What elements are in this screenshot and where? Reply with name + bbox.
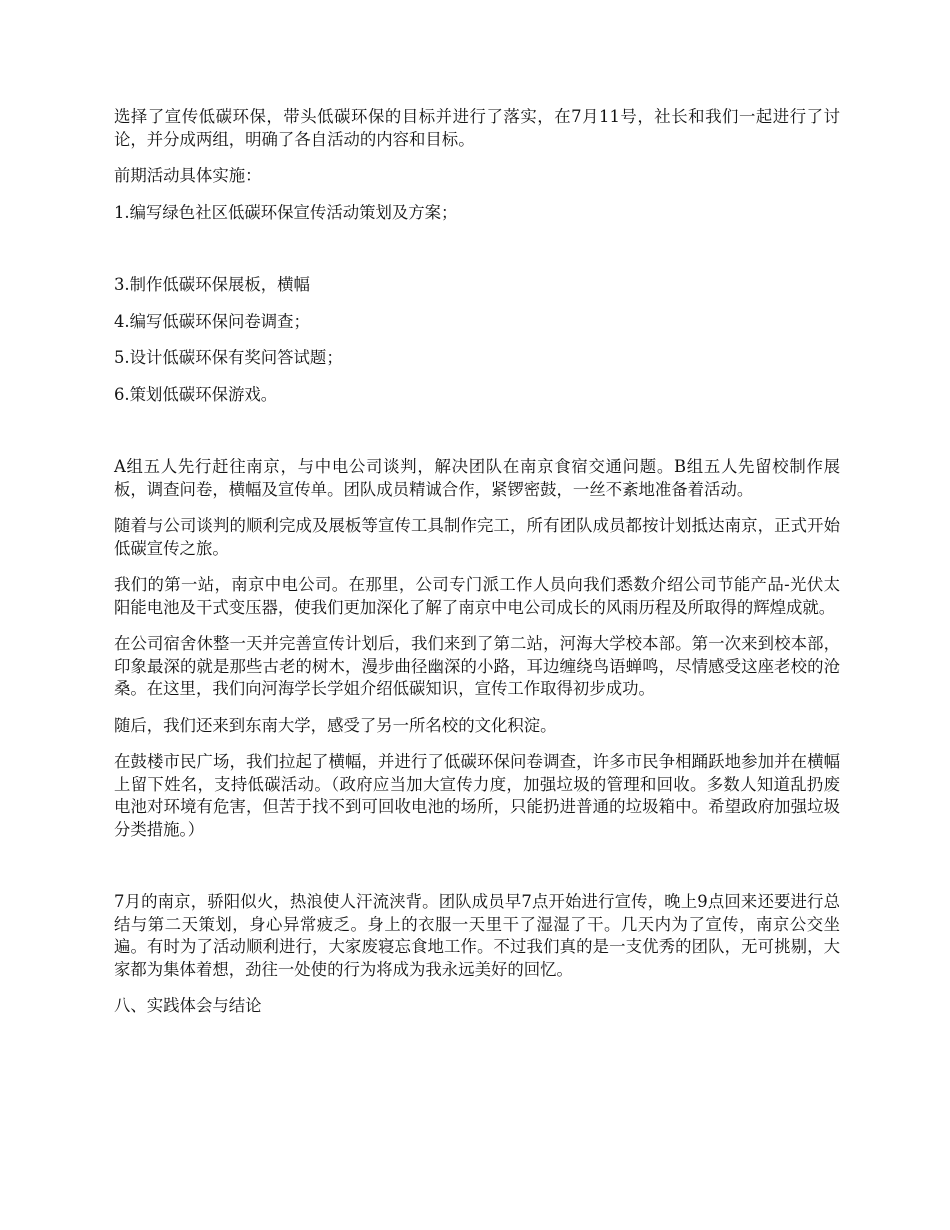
section-heading-conclusion: 八、实践体会与结论	[114, 996, 262, 1015]
paragraph-july-nanjing: 7月的南京，骄阳似火，热浪使人汗流浃背。团队成员早7点开始进行宣传，晚上9点回来还要进行总结与第二天策划，身心异常疲乏。身上的衣服一天里干了湿湿了干。几天内为了宣传，南京公交坐遍。有时为了活动顺利进行，大家废寝忘食地工作。不过我们真的是一支优秀的团队，无可挑剔，大家都为集体着想，劲往一处使的行为将成为我永远美好的回忆。	[114, 892, 840, 979]
list-item-4: 4.编写低碳环保问卷调查；	[114, 311, 310, 331]
blank-gap	[114, 238, 840, 274]
paragraph-arrival: 随着与公司谈判的顺利完成及展板等宣传工具制作完工，所有团队成员都按计划抵达南京，正式开始低碳宣传之旅。	[114, 516, 840, 558]
paragraph-gulou-square: 在鼓楼市民广场，我们拉起了横幅，并进行了低碳环保问卷调查，许多市民争相踊跃地参加并在横幅上留下姓名，支持低碳活动。（政府应当加大宣传力度，加强垃圾的管理和回收。多数人知道乱扔废电池对环境有危害，但苦于找不到可回收电池的场所，只能扔进普通的垃圾箱中。希望政府加强垃圾分类措施。）	[114, 752, 840, 839]
blank-gap	[114, 855, 840, 891]
list-item-3: 3.制作低碳环保展板，横幅	[114, 275, 310, 294]
paragraph-second-stop: 在公司宿舍休整一天并完善宣传计划后，我们来到了第二站，河海大学校本部。第一次来到校本部，印象最深的就是那些古老的树木，漫步曲径幽深的小路，耳边缠绕鸟语蝉鸣，尽情感受这座老校的沧桑。在这里，我们向河海学长学姐介绍低碳知识，宣传工作取得初步成功。	[114, 634, 840, 698]
document-page	[114, 106, 840, 1032]
paragraph-groups: A组五人先行赶往南京，与中电公司谈判，解决团队在南京食宿交通问题。B组五人先留校制作展板，调查问卷，横幅及宣传单。团队成员精诚合作，紧锣密鼓，一丝不紊地准备着活动。	[114, 457, 840, 499]
paragraph-early-activities-heading: 前期活动具体实施：	[114, 166, 262, 185]
list-item-5: 5.设计低碳环保有奖问答试题；	[114, 348, 343, 367]
paragraph-first-stop: 我们的第一站，南京中电公司。在那里，公司专门派工作人员向我们悉数介绍公司节能产品-光伏太阳能电池及干式变压器，使我们更加深化了解了南京中电公司成长的风雨历程及所取得的辉煌成就。	[114, 575, 840, 617]
paragraph-intro: 选择了宣传低碳环保，带头低碳环保的目标并进行了落实，在7月11号，社长和我们一起进行了讨论，并分成两组，明确了各自活动的内容和目标。	[114, 107, 840, 149]
paragraph-southeast-university: 随后，我们还来到东南大学，感受了另一所名校的文化积淀。	[114, 715, 557, 735]
blank-gap	[114, 420, 840, 456]
list-item-1: 1.编写绿色社区低碳环保宣传活动策划及方案；	[114, 202, 458, 222]
list-item-6: 6.策划低碳环保游戏。	[114, 384, 278, 404]
